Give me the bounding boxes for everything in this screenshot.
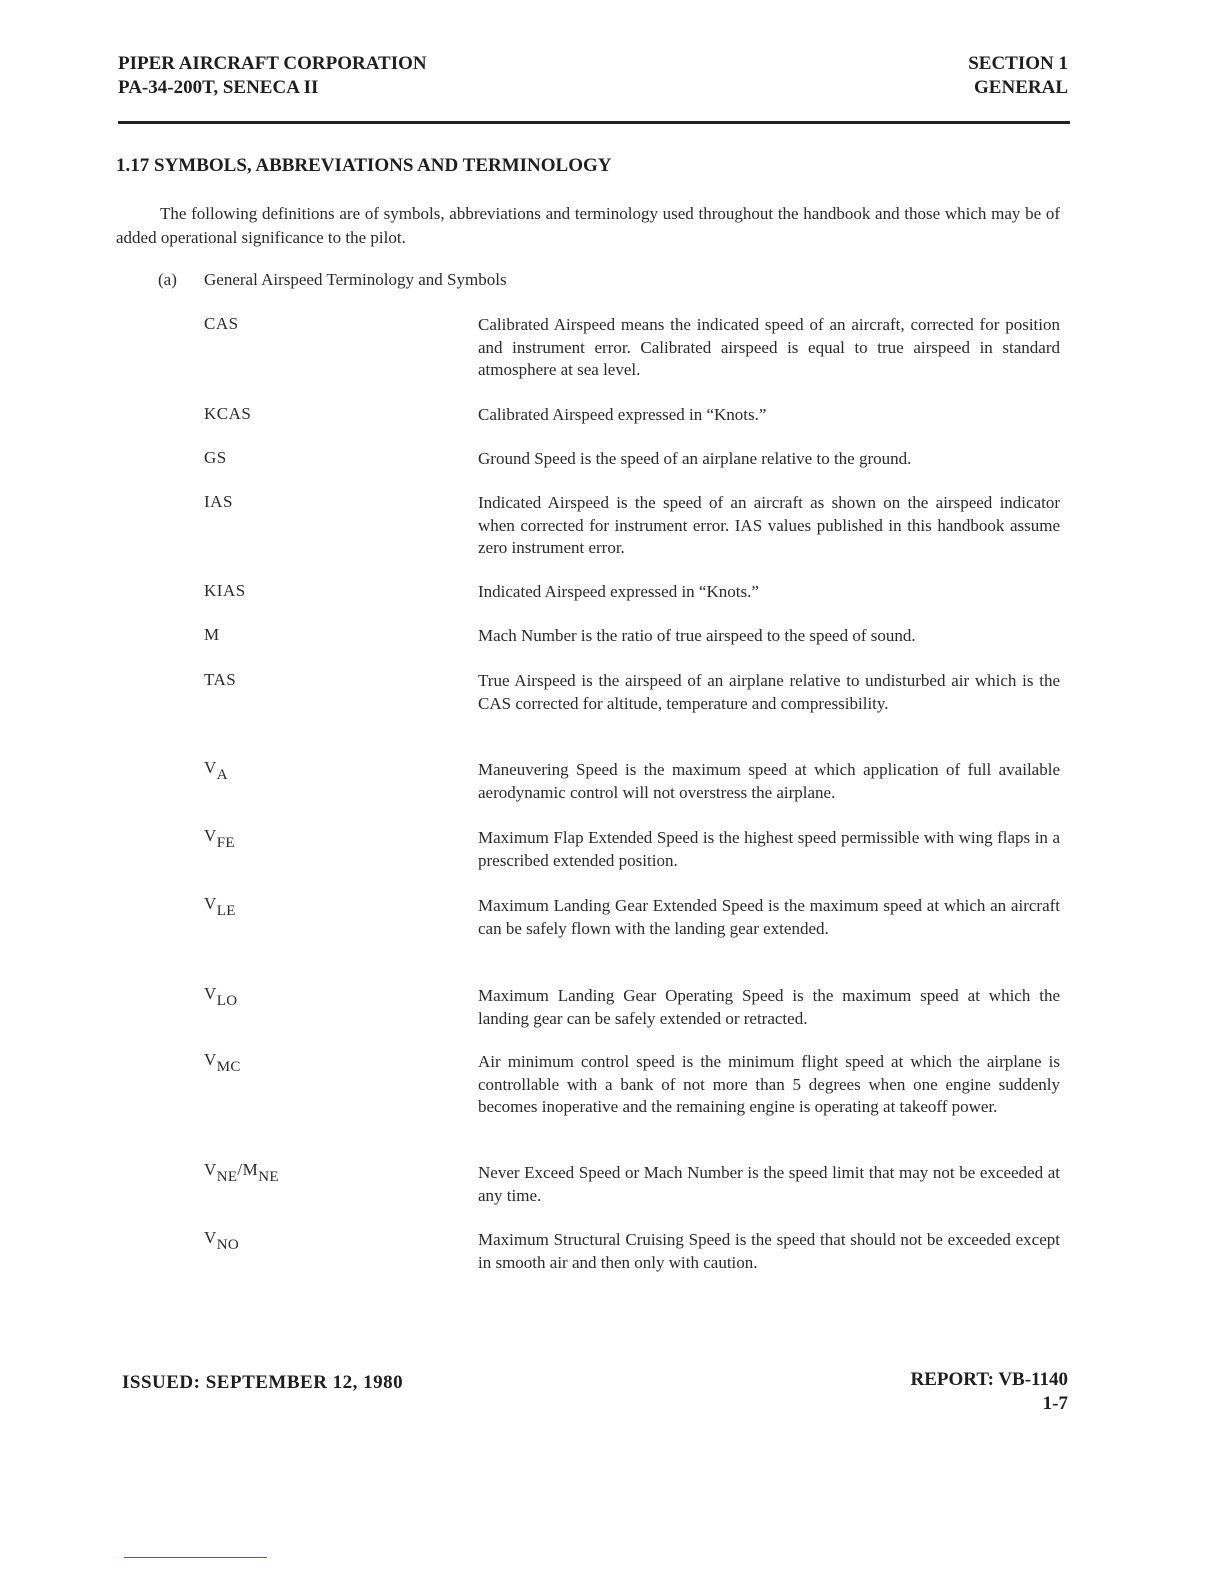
- subsection-marker: (a): [158, 270, 177, 289]
- issued-date: ISSUED: SEPTEMBER 12, 1980: [122, 1372, 404, 1393]
- term-symbol: $V_{LE}$: [204, 894, 236, 919]
- term-definition: True Airspeed is the airspeed of an airplane relative to undisturbed air which is the CAS corrected for altitude, temperature and compressibility.: [478, 671, 1060, 713]
- term-definition: Maximum Structural Cruising Speed is the speed that should not be exceeded except in smooth air and then only with caution.: [478, 1230, 1060, 1272]
- term-definition: Calibrated Airspeed expressed in “Knots.”: [478, 405, 767, 424]
- section-number: SECTION 1: [968, 53, 1068, 74]
- term-definition: Never Exceed Speed or Mach Number is the speed limit that may not be exceeded at any time.: [478, 1163, 1060, 1205]
- section-name: GENERAL: [974, 77, 1068, 98]
- section-title: 1.17 SYMBOLS, ABBREVIATIONS AND TERMINOLOGY: [116, 155, 612, 176]
- page-number: 1-7: [1042, 1393, 1068, 1414]
- term-symbol: $V_{NE}/M_{NE}$: [204, 1160, 279, 1185]
- term-definition: Maneuvering Speed is the maximum speed at which application of full available aerodynamic control will not overstress the airplane.: [478, 760, 1060, 802]
- footer-right: [910, 1368, 1068, 1416]
- term-symbol: IAS: [204, 492, 233, 511]
- term-symbol: $V_{LO}$: [204, 984, 238, 1009]
- term-definition: Indicated Airspeed expressed in “Knots.”: [478, 582, 759, 601]
- term-symbol: $V_{MC}$: [204, 1050, 241, 1075]
- header-right: [968, 52, 1068, 100]
- header-left: [118, 52, 427, 100]
- term-definition: Maximum Flap Extended Speed is the highest speed permissible with wing flaps in a prescribed extended position.: [478, 828, 1060, 870]
- term-symbol: $V_A$: [204, 758, 228, 783]
- term-definition: Air minimum control speed is the minimum flight speed at which the airplane is controllable with a bank of not more than 5 degrees when one engine suddenly becomes inoperative and the remaining engine is operating at takeoff power.: [478, 1052, 1060, 1116]
- company-name: PIPER AIRCRAFT CORPORATION: [118, 53, 427, 74]
- term-definition: Maximum Landing Gear Extended Speed is the maximum speed at which an aircraft can be safely flown with the landing gear extended.: [478, 896, 1060, 938]
- report-number: REPORT: VB-1140: [910, 1369, 1068, 1390]
- term-definition: Indicated Airspeed is the speed of an aircraft as shown on the airspeed indicator when corrected for instrument error. IAS values published in this handbook assume zero instrument error.: [478, 493, 1060, 557]
- term-definition: Ground Speed is the speed of an airplane relative to the ground.: [478, 449, 912, 468]
- bottom-line: [124, 1557, 267, 1558]
- term-symbol: CAS: [204, 314, 239, 333]
- term-symbol: KCAS: [204, 404, 252, 423]
- term-symbol: $V_{NO}$: [204, 1228, 240, 1253]
- term-symbol: KIAS: [204, 581, 246, 600]
- term-definition: Calibrated Airspeed means the indicated speed of an aircraft, corrected for position and instrument error. Calibrated airspeed is equal to true airspeed in standard atmosphere at sea level.: [478, 315, 1060, 379]
- aircraft-model: PA-34-200T, SENECA II: [118, 77, 319, 98]
- intro-paragraph: The following definitions are of symbols, abbreviations and terminology used throughout the handbook and those which may be of added operational significance to the pilot.: [116, 204, 1060, 247]
- term-definition: Maximum Landing Gear Operating Speed is the maximum speed at which the landing gear can be safely extended or retracted.: [478, 986, 1060, 1028]
- term-symbol: M: [204, 625, 220, 644]
- term-symbol: TAS: [204, 670, 237, 689]
- subsection-heading: [158, 270, 507, 290]
- term-symbol: $V_{FE}$: [204, 826, 235, 851]
- term-symbol: GS: [204, 448, 227, 467]
- subsection-label: General Airspeed Terminology and Symbols: [204, 270, 507, 289]
- header-divider: [118, 121, 1070, 124]
- term-definition: Mach Number is the ratio of true airspeed to the speed of sound.: [478, 626, 916, 645]
